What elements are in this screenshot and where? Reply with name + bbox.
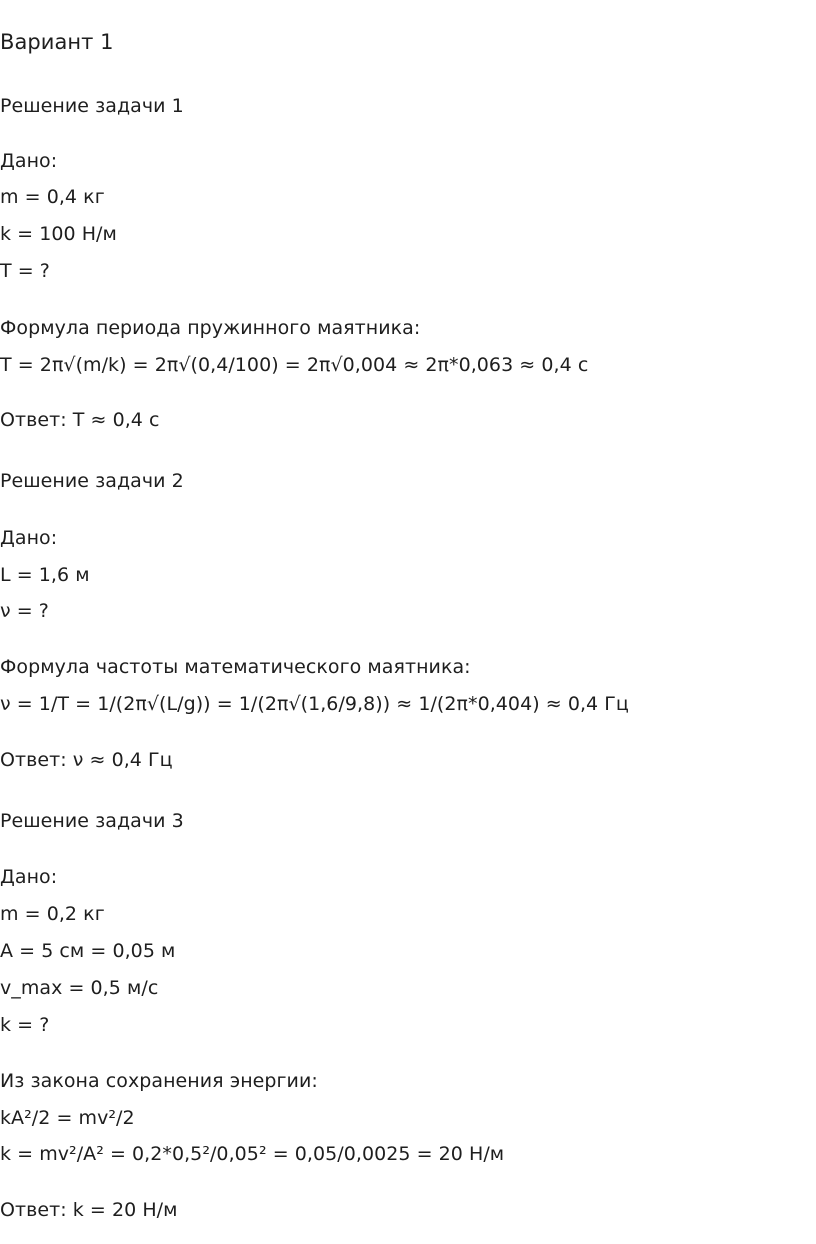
task3-formula-result: k = mv²/A² = 0,2*0,5²/0,05² = 0,05/0,0025 = 20 Н/м xyxy=(0,1143,505,1165)
task3-given-mass: m = 0,2 кг xyxy=(0,903,105,925)
task3-given-max-velocity: v_max = 0,5 м/с xyxy=(0,977,159,999)
task2-formula: ν = 1/T = 1/(2π√(L/g)) = 1/(2π√(1,6/9,8)) ≈ 1/(2π*0,404) ≈ 0,4 Гц xyxy=(0,693,629,715)
task2-formula-label: Формула частоты математического маятника: xyxy=(0,656,471,678)
page-title: Вариант 1 xyxy=(0,30,114,54)
task3-given-amplitude: A = 5 см = 0,05 м xyxy=(0,940,176,962)
task3-heading: Решение задачи 3 xyxy=(0,810,184,832)
task3-given-label: Дано: xyxy=(0,866,58,888)
task2-given-label: Дано: xyxy=(0,527,58,549)
task1-answer: Ответ: T ≈ 0,4 с xyxy=(0,409,160,431)
task3-answer: Ответ: k = 20 Н/м xyxy=(0,1199,178,1221)
task1-given-unknown: T = ? xyxy=(0,260,50,282)
task2-answer: Ответ: ν ≈ 0,4 Гц xyxy=(0,749,173,771)
task1-given-stiffness: k = 100 Н/м xyxy=(0,223,117,245)
task1-heading: Решение задачи 1 xyxy=(0,95,184,117)
task1-given-mass: m = 0,4 кг xyxy=(0,186,105,208)
task3-given-unknown: k = ? xyxy=(0,1014,50,1036)
task2-given-length: L = 1,6 м xyxy=(0,564,90,586)
task1-given-label: Дано: xyxy=(0,150,58,172)
task3-formula-energy: kA²/2 = mv²/2 xyxy=(0,1107,135,1129)
task2-given-unknown: ν = ? xyxy=(0,600,49,622)
task3-formula-label: Из закона сохранения энергии: xyxy=(0,1070,318,1092)
task1-formula: T = 2π√(m/k) = 2π√(0,4/100) = 2π√0,004 ≈ 2π*0,063 ≈ 0,4 с xyxy=(0,354,589,376)
task1-formula-label: Формула периода пружинного маятника: xyxy=(0,317,421,339)
task2-heading: Решение задачи 2 xyxy=(0,470,184,492)
